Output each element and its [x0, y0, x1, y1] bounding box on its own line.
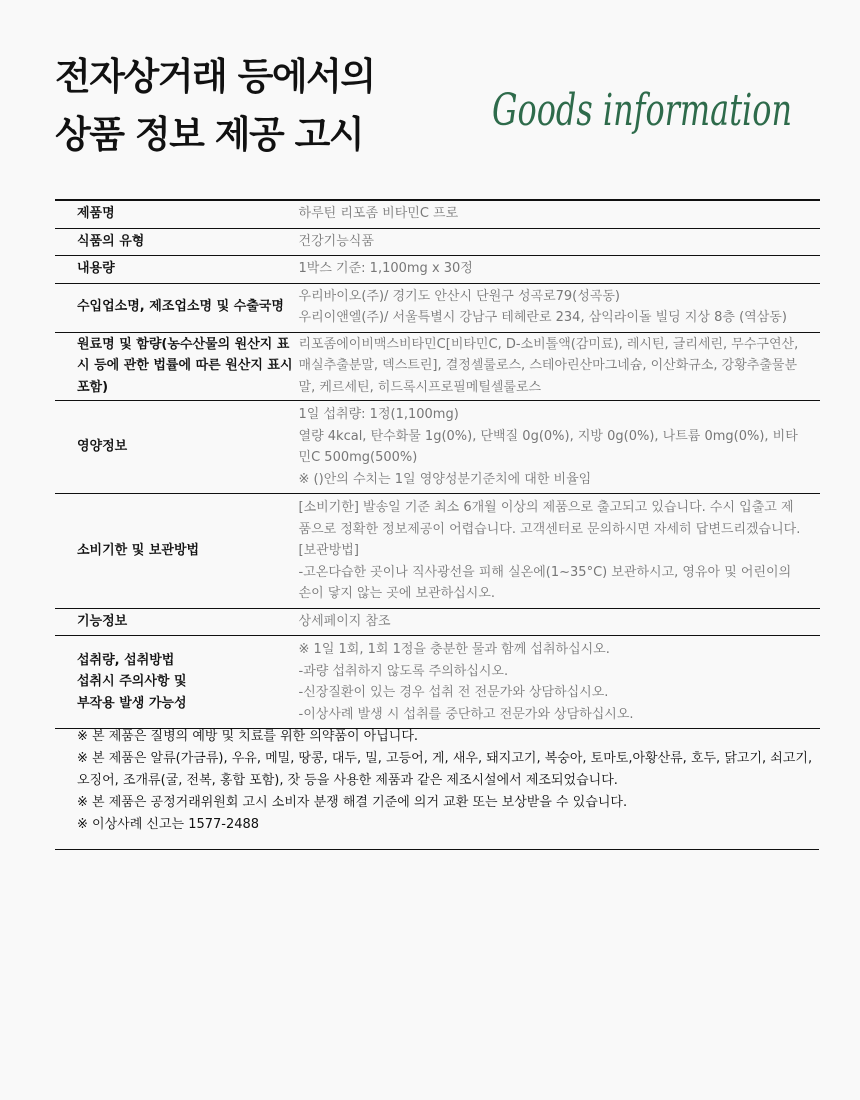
row-value-line: [보관방법] [298, 543, 359, 558]
row-label-line: 섭취량, 섭취방법 [77, 652, 175, 668]
row-value-line: -과량 섭취하지 않도록 주의하십시오. [298, 663, 509, 679]
row-label-line: 기능정보 [77, 613, 128, 629]
row-value-line: 열량 4kcal, 탄수화물 1g(0%), 단백질 0g(0%), 지방 0g(0%), 나트륨 0mg(0%), 비타 [298, 428, 798, 444]
row-value-line: 우리이앤엘(주)/ 서울특별시 강남구 테헤란로 234, 삼익라이돌 빌딩 지상 8층 (역삼동) [298, 310, 787, 325]
title-line-2: 상품 정보 제공 고시 [55, 113, 364, 156]
info-row [55, 283, 820, 332]
row-value-line: 상세페이지 참조 [298, 613, 391, 629]
notice-line: ※ 본 제품은 질병의 예방 및 치료를 위한 의약품이 아닙니다. [77, 729, 419, 744]
row-value-line: 민C 500mg(500%) [298, 450, 418, 465]
info-row [55, 608, 820, 636]
info-row [55, 228, 820, 256]
row-label-line: 섭취시 주의사항 및 [77, 674, 187, 690]
info-row [55, 401, 820, 494]
row-value [299, 608, 821, 636]
row-value [299, 332, 821, 401]
row-value-line: ※ ()안의 수치는 1일 영양성분기준치에 대한 비율임 [298, 471, 592, 487]
row-value [299, 401, 821, 494]
row-value-line: 말, 케르세틴, 히드록시프로필메틸셀룰로스 [298, 379, 542, 395]
row-value-line: 하루틴 리포좀 비타민C 프로 [298, 206, 459, 221]
row-value-line: -이상사례 발생 시 섭취를 중단하고 전문가와 상담하십시오. [298, 706, 634, 722]
row-value-line: 건강기능식품 [298, 233, 374, 249]
row-value [299, 256, 821, 284]
row-label [55, 332, 299, 401]
notice-line: ※ 본 제품은 알류(가금류), 우유, 메밀, 땅콩, 대두, 밀, 고등어, 게, 새우, 돼지고기, 복숭아, 토마토,아황산류, 호두, 닭고기, 쇠고기, [77, 751, 813, 766]
row-value-line: [소비기한] 발송일 기준 최소 6개월 이상의 제품으로 출고되고 있습니다. 수시 입출고 제 [298, 500, 794, 515]
row-value [299, 200, 821, 228]
info-row [55, 332, 820, 401]
row-value-line: ※ 1일 1회, 1회 1정을 충분한 물과 함께 섭취하십시오. [298, 642, 610, 657]
row-label-line: 원료명 및 함량(농수산물의 원산지 표 [77, 336, 290, 352]
row-label [55, 494, 299, 609]
row-label [55, 401, 299, 494]
goods-information-script-title [490, 50, 810, 160]
row-label-line: 포함) [77, 379, 109, 395]
row-label-line: 소비기한 및 보관방법 [77, 543, 200, 558]
script-title-text: Goods information [492, 85, 792, 136]
notice-line: 오징어, 조개류(굴, 전복, 홍합 포함), 잣 등을 사용한 제품과 같은 제조시설에서 제조되었습니다. [77, 773, 618, 788]
row-label [55, 283, 299, 332]
row-value [299, 228, 821, 256]
row-value-line: -고온다습한 곳이나 직사광선을 피해 실온에(1~35°C) 보관하시고, 영유아 및 어린이의 [298, 564, 792, 580]
row-label [55, 228, 299, 256]
info-row [55, 200, 820, 228]
row-value-line: 리포좀에이비맥스비타민C[비타민C, D-소비톨액(감미료), 레시틴, 글리세린, 무수구연산, [298, 336, 799, 352]
row-value [299, 494, 821, 609]
info-row [55, 494, 820, 609]
notice-line: ※ 이상사례 신고는 1577-2488 [77, 817, 260, 832]
row-value [299, 283, 821, 332]
row-value-line: 품으로 정확한 정보제공이 어렵습니다. 고객센터로 문의하시면 자세히 답변드리겠습니다. [298, 521, 801, 537]
row-value-line: 1박스 기준: 1,100mg x 30정 [298, 261, 473, 276]
product-info-table [55, 199, 820, 729]
title-line-1: 전자상거래 등에서의 [55, 55, 375, 98]
row-label-line: 내용량 [77, 261, 115, 276]
row-label-line: 제품명 [77, 206, 115, 221]
row-label-line: 부작용 발생 가능성 [77, 695, 187, 711]
row-label-line: 식품의 유형 [77, 233, 145, 249]
row-value-line: 1일 섭취량: 1정(1,100mg) [298, 407, 459, 422]
row-label-line: 수입업소명, 제조업소명 및 수출국명 [77, 299, 284, 315]
page-title [55, 48, 375, 164]
notice-section [55, 713, 819, 850]
row-label [55, 608, 299, 636]
row-label [55, 200, 299, 228]
row-label-line: 영양정보 [77, 439, 128, 455]
row-value-line: -신장질환이 있는 경우 섭취 전 전문가와 상담하십시오. [298, 685, 609, 700]
row-label-line: 시 등에 관한 법률에 따른 원산지 표시 [77, 358, 293, 373]
notice-line: ※ 본 제품은 공정거래위원회 고시 소비자 분쟁 해결 기준에 의거 교환 또는 보상받을 수 있습니다. [77, 795, 628, 810]
row-value-line: 우리바이오(주)/ 경기도 안산시 단원구 성곡로79(성곡동) [298, 288, 620, 304]
row-value-line: 매실추출분말, 덱스트린], 결정셀룰로스, 스테아린산마그네슘, 이산화규소, 강황추출물분 [298, 358, 798, 373]
row-value-line: 손이 닿지 않는 곳에 보관하십시오. [298, 586, 496, 601]
row-label [55, 256, 299, 284]
info-row [55, 256, 820, 284]
